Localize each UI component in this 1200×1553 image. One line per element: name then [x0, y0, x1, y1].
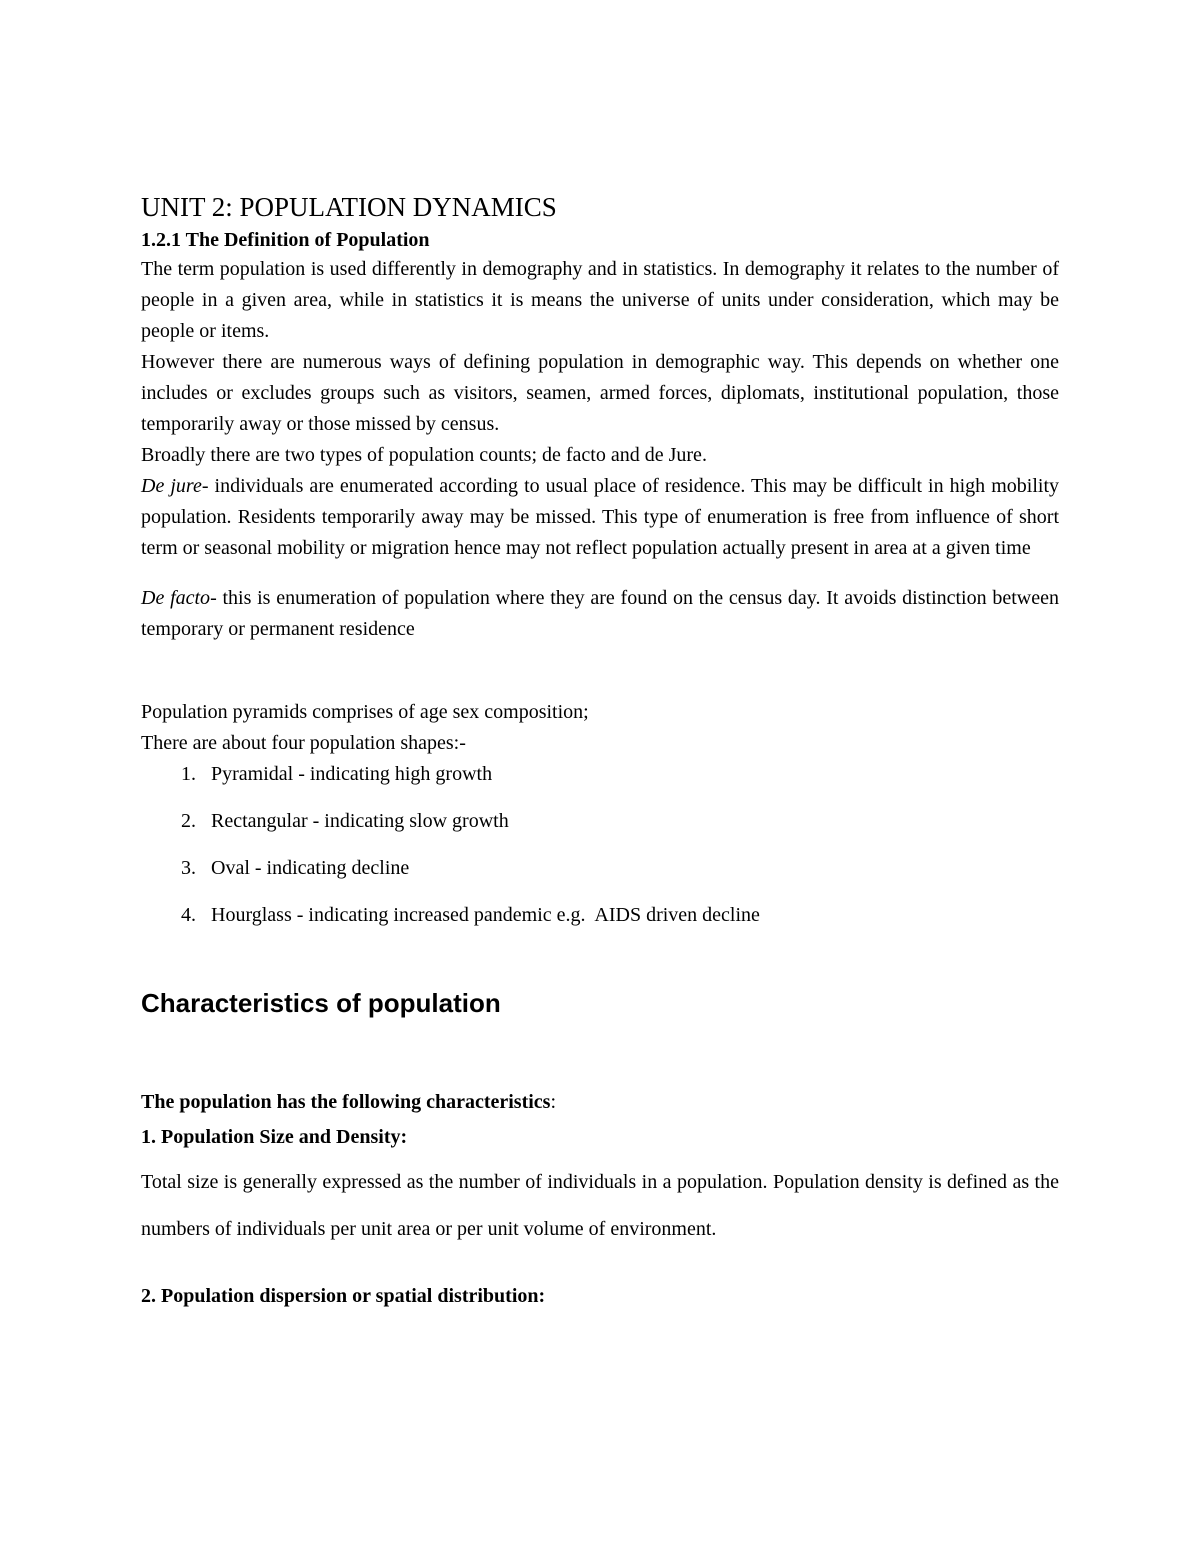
document-page — [141, 188, 1059, 1312]
de-facto-text: - this is enumeration of population where they are found on the census day. It avoids distinction between temporary or permanent residence — [141, 587, 1059, 640]
list-number: 3. — [181, 857, 196, 879]
list-item — [141, 900, 1059, 931]
characteristics-intro-colon: : — [550, 1091, 557, 1113]
characteristics-heading: Characteristics of population — [141, 988, 501, 1018]
population-shapes-list — [141, 759, 1059, 931]
definition-paragraph: The term population is used differently in demography and in statistics. In demography it relates to the number of people in a given area, while in statistics it is means the universe of units under consideration, which may be people or items. — [141, 258, 1059, 342]
de-facto-paragraph — [141, 583, 1059, 645]
list-number: 2. — [181, 810, 196, 832]
de-jure-paragraph — [141, 471, 1059, 564]
section-heading: 1.2.1 The Definition of Population — [141, 229, 430, 251]
list-text: Oval - indicating decline — [211, 857, 410, 879]
list-number: 4. — [181, 904, 196, 926]
de-jure-text: - individuals are enumerated according to usual place of residence. This may be difficult in high mobility population. Residents temporarily away may be missed. This type of enumeration is free from influence of short term or seasonal mobility or migration hence may not reflect population actually present in area at a given time — [141, 475, 1059, 559]
list-text: Rectangular - indicating slow growth — [211, 810, 509, 832]
de-facto-term: De facto — [141, 587, 211, 609]
de-jure-term: De jure — [141, 475, 202, 497]
population-counts-paragraph: Broadly there are two types of population counts; de facto and de Jure. — [141, 444, 707, 466]
dispersion-heading: 2. Population dispersion or spatial distribution: — [141, 1285, 546, 1307]
characteristics-intro-text: The population has the following characteristics — [141, 1091, 551, 1113]
list-item — [141, 759, 1059, 790]
pyramids-intro: Population pyramids comprises of age sex composition; — [141, 701, 589, 723]
demographic-ways-paragraph: However there are numerous ways of defining population in demographic way. This depends on whether one includes or excludes groups such as visitors, seamen, armed forces, diplomats, institutional population, those temporarily away or those missed by census. — [141, 351, 1059, 435]
list-item — [141, 853, 1059, 884]
list-text: Pyramidal - indicating high growth — [211, 763, 493, 785]
characteristics-intro — [141, 1087, 1059, 1118]
unit-title: UNIT 2: POPULATION DYNAMICS — [141, 192, 557, 222]
list-number: 1. — [181, 763, 196, 785]
shapes-intro: There are about four population shapes:- — [141, 732, 466, 754]
size-density-heading: 1. Population Size and Density: — [141, 1126, 408, 1148]
size-density-text: Total size is generally expressed as the number of individuals in a population. Population density is defined as the numbers of individuals per unit area or per unit volume of environment. — [141, 1171, 1059, 1240]
list-text: Hourglass - indicating increased pandemic e.g. AIDS driven decline — [211, 904, 760, 926]
list-item — [141, 806, 1059, 837]
